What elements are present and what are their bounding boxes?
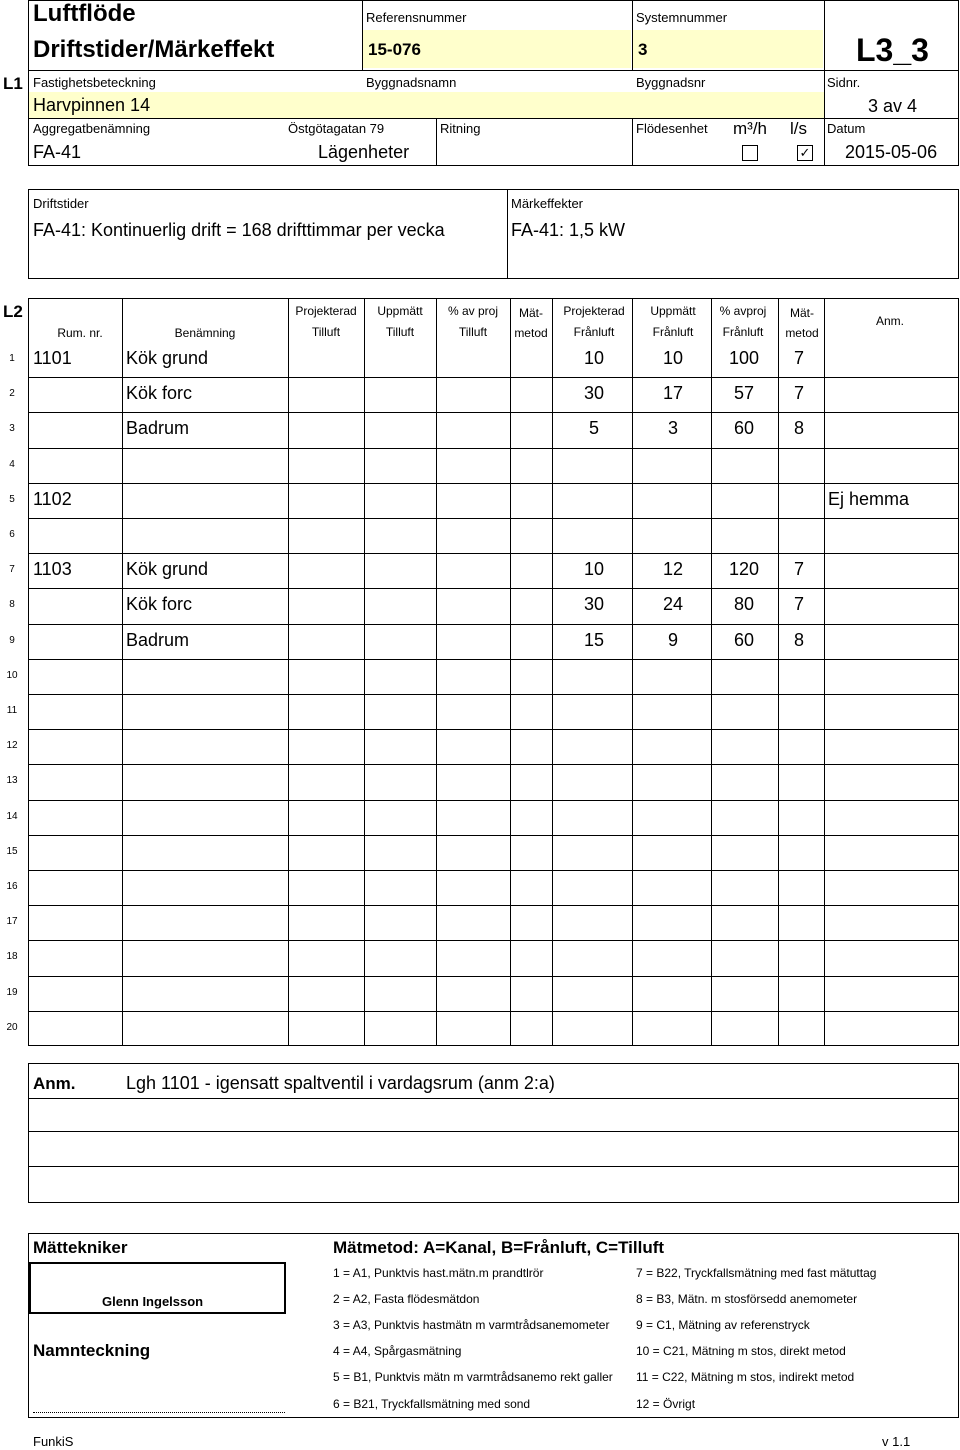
row-divider [28,412,959,413]
agg-value[interactable]: FA-41 [33,142,82,162]
cell-method-exh[interactable]: 7 [793,559,804,580]
row-divider [28,483,959,484]
date-label: Datum [827,121,866,136]
method-legend-item: 3 = A3, Punktvis hastmätn m varmtrådsanemometer [333,1318,610,1333]
cell-pct-exh[interactable]: 60 [733,418,755,439]
header-meas-sup-2: Tilluft [385,325,415,339]
row-number: 15 [6,845,18,857]
row-number: 12 [6,740,18,752]
cell-name[interactable]: Badrum [126,418,190,439]
method-legend-item: 11 = C22, Mätning m stos, indirekt metod [636,1370,855,1385]
page-label: Sidnr. [827,75,861,90]
cell-name[interactable]: Kök forc [126,594,193,615]
row-divider [28,835,959,836]
row-divider [28,940,959,941]
row-divider [28,764,959,765]
technician-name[interactable]: Glenn Ingelsson [102,1294,204,1309]
cell-name[interactable]: Badrum [126,629,190,650]
method-legend-item: 10 = C21, Mätning m stos, direkt metod [636,1344,846,1359]
header-name: Benämning [174,326,236,340]
column-divider [711,298,712,1046]
cell-method-exh[interactable]: 7 [793,594,804,615]
cell-proj-exh[interactable]: 5 [588,418,599,439]
header-meas-exh-2: Frånluft [652,325,694,339]
cell-method-exh[interactable]: 8 [793,418,804,439]
cell-room[interactable]: 1103 [33,559,72,580]
ref-value[interactable]: 15-076 [368,40,421,59]
cell-proj-exh[interactable]: 30 [583,594,605,615]
cell-method-exh[interactable]: 7 [793,383,804,404]
remarks-line-1[interactable]: Lgh 1101 - igensatt spaltventil i vardagsrum (anm 2:a) [126,1073,555,1093]
version: v 1.1 [882,1434,911,1449]
cell-name[interactable]: Kök grund [126,348,209,368]
header-method-exh-1: Mät- [790,306,814,320]
header-meas-sup-1: Uppmätt [377,304,423,318]
header-pct-sup-2: Tilluft [458,325,488,339]
header-method-exh-2: metod [785,326,819,340]
header-room: Rum. nr. [57,326,103,340]
column-divider [552,298,553,1046]
header-box [28,0,959,166]
row-number: 8 [9,599,15,611]
row-divider [28,624,959,625]
ref-label: Referensnummer [366,10,467,25]
method-legend-item: 2 = A2, Fasta flödesmätdon [333,1292,480,1307]
cell-meas-exh[interactable]: 17 [662,383,684,404]
cell-meas-exh[interactable]: 12 [662,559,684,580]
drift-value[interactable]: FA-41: Kontinuerlig drift = 168 drifttimmar per vecka [33,220,445,240]
method-legend-item: 4 = A4, Spårgasmätning [333,1344,462,1359]
date-value[interactable]: 2015-05-06 [845,142,938,162]
method-legend-item: 6 = B21, Tryckfallsmätning med sond [333,1396,531,1411]
column-divider [122,298,123,1046]
method-legend-item: 7 = B22, Tryckfallsmätning med fast mätuttag [636,1266,877,1280]
row-number: 20 [6,1021,18,1033]
page-value: 3 av 4 [868,96,918,116]
method-legend-item: 1 = A1, Punktvis hast.mätn.m prandtlrör [333,1266,544,1280]
column-divider [288,298,289,1046]
cell-method-exh[interactable]: 7 [793,348,804,368]
row-divider [28,448,959,449]
cell-room[interactable]: 1102 [33,488,72,509]
row-divider [28,588,959,589]
cell-method-exh[interactable]: 8 [793,629,804,650]
header-pct-exh-2: Frånluft [722,325,764,339]
row-number: 2 [9,388,15,400]
row-number: 1 [9,353,15,364]
row-number: 4 [9,458,15,470]
cell-proj-exh[interactable]: 10 [583,348,605,368]
page-title: Luftflöde [33,0,136,27]
drift-label: Driftstider [33,196,89,211]
prop-label: Fastighetsbeteckning [33,75,156,90]
technician-label: Mättekniker [33,1238,128,1257]
sys-value[interactable]: 3 [638,40,648,59]
cell-pct-exh[interactable]: 57 [733,383,755,404]
unit-ls-checkbox[interactable]: ✓ [797,145,813,161]
row-divider [28,976,959,977]
unit-m3h-checkbox[interactable] [742,145,758,161]
column-divider [510,298,511,1046]
cell-proj-exh[interactable]: 10 [583,559,605,580]
cell-pct-exh[interactable]: 120 [728,559,760,580]
header-proj-sup-2: Tilluft [311,325,341,339]
method-legend-item: 5 = B1, Punktvis mätn m varmtrådsanemo rekt galler [333,1370,613,1385]
row-divider [28,800,959,801]
signature-line[interactable] [33,1412,285,1413]
measurement-table [28,298,959,1046]
method-legend-item: 8 = B3, Mätn. m stosförsedd anemometer [636,1292,858,1307]
header-meas-exh-1: Uppmätt [650,304,696,318]
cell-name[interactable]: Kök grund [126,559,209,580]
cell-room[interactable]: 1101 [33,348,72,368]
header-method-sup-2: metod [514,326,548,340]
cell-name[interactable]: Kök forc [126,383,193,404]
row-number: 16 [6,881,18,892]
row-number: 14 [6,810,18,822]
row-number: 11 [6,705,18,716]
row-number: 18 [6,951,18,963]
method-legend-item: 12 = Övrigt [636,1396,696,1411]
row-divider [28,905,959,906]
l1-label: L1 [3,74,23,93]
row-number: 13 [6,775,18,787]
drawing-label: Ritning [440,121,481,136]
method-title: Mätmetod: A=Kanal, B=Frånluft, C=Tilluft [333,1238,665,1257]
header-proj-exh-2: Frånluft [573,325,615,339]
sys-label: Systemnummer [636,10,728,25]
row-number: 19 [6,986,18,998]
row-number: 6 [9,529,15,540]
row-number: 9 [9,634,15,646]
row-divider [28,694,959,695]
row-divider [28,659,959,660]
cell-meas-exh[interactable]: 10 [662,348,684,368]
cell-meas-exh[interactable]: 24 [662,594,684,615]
power-label: Märkeffekter [511,196,584,211]
row-number: 3 [9,423,15,435]
row-divider [28,518,959,519]
row-divider [28,729,959,730]
cell-proj-exh[interactable]: 15 [583,629,605,650]
row-divider [28,553,959,554]
doc-code: L3_3 [856,32,929,68]
signature-label: Namnteckning [33,1341,151,1360]
cell-pct-exh[interactable]: 60 [733,629,755,650]
row-divider [28,870,959,871]
row-divider [28,1011,959,1012]
header-proj-sup-1: Projekterad [295,304,357,318]
header-proj-exh-1: Projekterad [563,304,625,318]
row-number: 17 [6,916,18,928]
row-divider [28,377,959,378]
method-legend-item: 9 = C1, Mätning av referenstryck [636,1318,810,1333]
unit-m3h-label: m³/h [733,119,767,138]
power-value[interactable]: FA-41: 1,5 kW [511,220,626,240]
bldg-name-label: Byggnadsnamn [366,75,457,90]
header-method-sup-1: Mät- [519,306,543,320]
column-divider [632,298,633,1046]
prop-value[interactable]: Harvpinnen 14 [33,95,151,115]
cell-pct-exh[interactable]: 100 [728,348,760,368]
addr-label: Östgötagatan 79 [288,121,385,136]
cell-remark[interactable]: Ej hemma [828,488,910,509]
column-divider [824,298,825,1046]
agg-label: Aggregatbenämning [33,121,151,136]
cell-meas-exh[interactable]: 9 [667,629,678,650]
cell-pct-exh[interactable]: 80 [733,594,755,615]
unit-ls-label: l/s [790,119,807,138]
cell-meas-exh[interactable]: 3 [667,418,678,439]
row-number: 10 [6,669,18,681]
column-divider [778,298,779,1046]
row-number: 7 [9,564,15,576]
header-pct-exh-1: % avproj [719,304,767,318]
header-pct-sup-1: % av proj [447,304,499,318]
page-subtitle: Driftstider/Märkeffekt [33,36,275,63]
cell-proj-exh[interactable]: 30 [583,383,605,404]
flow-unit-label: Flödesenhet [636,121,708,136]
row-number: 5 [9,493,15,505]
bldg-nr-label: Byggnadsnr [636,75,706,90]
remarks-label: Anm. [33,1074,76,1093]
column-divider [436,298,437,1046]
brand: FunkiS [33,1434,74,1449]
header-remark: Anm. [875,314,904,328]
column-divider [364,298,365,1046]
l2-label: L2 [3,302,23,321]
addr-value[interactable]: Lägenheter [318,142,410,162]
